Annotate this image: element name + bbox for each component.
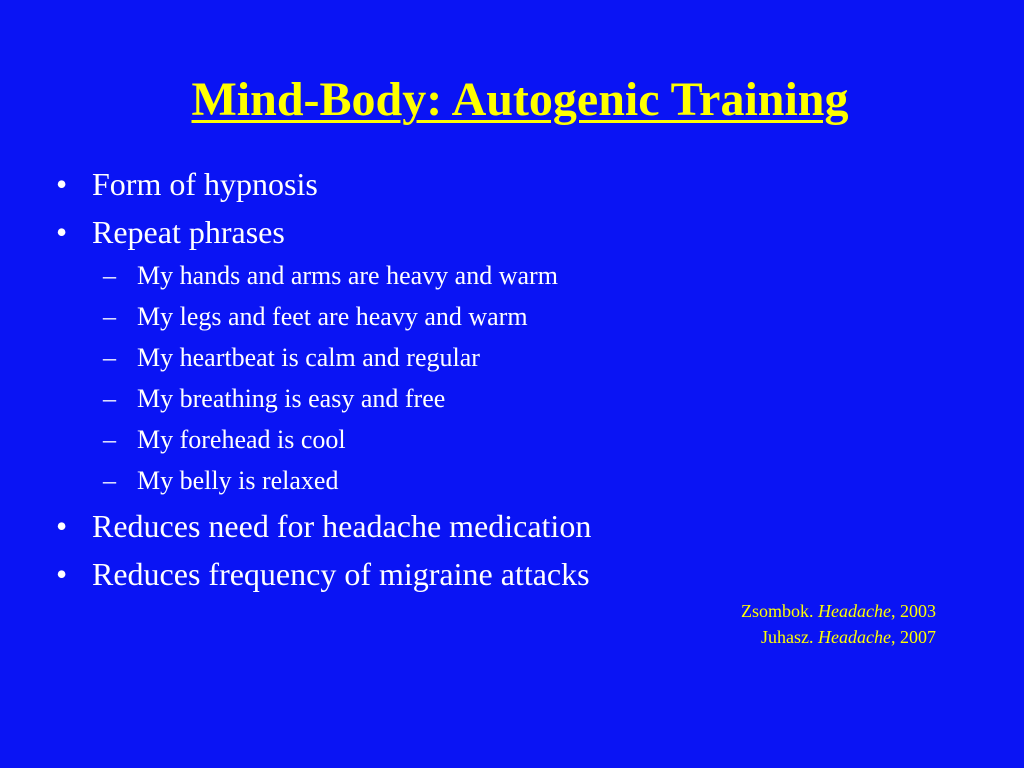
bullet-item [56, 554, 590, 594]
bullet-text: Repeat phrases [92, 214, 285, 250]
sub-bullet-text: My heartbeat is calm and regular [137, 343, 480, 372]
sub-bullet-text: My legs and feet are heavy and warm [137, 302, 528, 331]
sub-bullet-item [103, 342, 480, 374]
sub-bullet-item [103, 424, 346, 456]
dash-marker: – [103, 425, 116, 454]
sub-bullet-text: My breathing is easy and free [137, 384, 446, 413]
bullet-item [56, 164, 318, 204]
dash-marker: – [103, 343, 116, 372]
dash-marker: – [103, 466, 116, 495]
reference-author: Zsombok. [741, 601, 814, 621]
reference-journal: Headache [818, 601, 891, 621]
dash-marker: – [103, 302, 116, 331]
bullet-item [56, 506, 591, 546]
reference-author: Juhasz. [761, 627, 814, 647]
sub-bullet-item [103, 465, 338, 497]
reference-journal: Headache [818, 627, 891, 647]
references [741, 598, 936, 650]
reference-line [741, 624, 936, 650]
bullet-marker: • [56, 508, 68, 544]
bullet-text: Form of hypnosis [92, 166, 318, 202]
bullet-marker: • [56, 166, 68, 202]
sub-bullet-item [103, 383, 445, 415]
sub-bullet-text: My forehead is cool [137, 425, 346, 454]
bullet-marker: • [56, 556, 68, 592]
sub-bullet-text: My hands and arms are heavy and warm [137, 261, 558, 290]
sub-bullet-text: My belly is relaxed [137, 466, 339, 495]
sub-bullet-item [103, 301, 528, 333]
reference-year: , 2007 [891, 627, 936, 647]
slide-title: Mind-Body: Autogenic Training [191, 73, 849, 126]
sub-bullet-item [103, 260, 558, 292]
reference-line [741, 598, 936, 624]
bullet-text: Reduces need for headache medication [92, 508, 592, 544]
bullet-item [56, 212, 285, 252]
reference-year: , 2003 [891, 601, 936, 621]
bullet-marker: • [56, 214, 68, 250]
bullet-text: Reduces frequency of migraine attacks [92, 556, 590, 592]
dash-marker: – [103, 261, 116, 290]
dash-marker: – [103, 384, 116, 413]
